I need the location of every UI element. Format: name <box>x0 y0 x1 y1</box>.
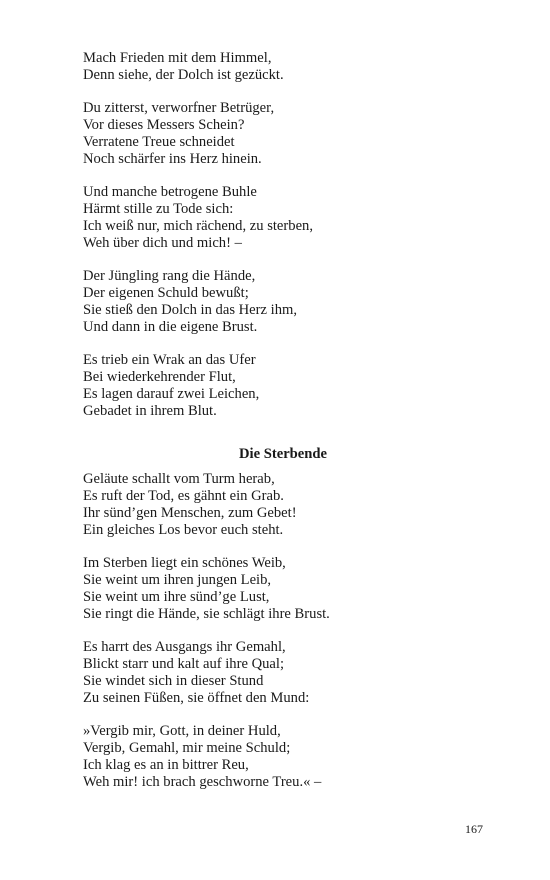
verse-line: Sie weint um ihre sünd’ge Lust, <box>83 588 270 605</box>
verse-line: Verratene Treue schneidet <box>83 133 235 150</box>
verse-line: Ein gleiches Los bevor euch steht. <box>83 521 284 538</box>
stanza <box>83 471 483 538</box>
verse-line: Es trieb ein Wrak an das Ufer <box>83 352 256 369</box>
page-number: 167 <box>465 822 483 836</box>
verse-line: Sie weint um ihren jungen Leib, <box>83 572 272 589</box>
stanza <box>83 184 483 251</box>
verse-line: Ich klag es an in bittrer Reu, <box>83 756 249 773</box>
verse-line: »Vergib mir, Gott, in deiner Huld, <box>83 723 281 740</box>
page-body <box>83 50 483 790</box>
verse-line: Härmt stille zu Tode sich: <box>83 201 234 218</box>
stanza <box>83 723 483 790</box>
stanza <box>83 100 483 167</box>
verse-line: Gebadet in ihrem Blut. <box>83 402 217 419</box>
verse-line: Es ruft der Tod, es gähnt ein Grab. <box>83 488 284 505</box>
verse-line: Ihr sünd’gen Menschen, zum Gebet! <box>83 504 297 521</box>
stanza <box>83 50 483 84</box>
verse-line: Sie stieß den Dolch in das Herz ihm, <box>83 301 297 318</box>
stanza <box>83 639 483 706</box>
verse-line: Noch schärfer ins Herz hinein. <box>83 150 262 167</box>
verse-line: Geläute schallt vom Turm herab, <box>83 471 275 488</box>
stanza <box>83 352 483 419</box>
verse-line: Blickt starr und kalt auf ihre Qual; <box>83 656 285 673</box>
verse-line: Weh mir! ich brach geschworne Treu.« – <box>83 773 322 790</box>
verse-line: Weh über dich und mich! – <box>83 234 242 251</box>
stanza <box>83 555 483 622</box>
verse-line: Ich weiß nur, mich rächend, zu sterben, <box>83 217 313 234</box>
verse-line: Es harrt des Ausgangs ihr Gemahl, <box>83 639 286 656</box>
verse-line: Und manche betrogene Buhle <box>83 184 257 201</box>
poem-title: Die Sterbende <box>239 445 327 462</box>
verse-line: Denn siehe, der Dolch ist gezückt. <box>83 66 284 83</box>
verse-line: Bei wiederkehrender Flut, <box>83 369 236 386</box>
verse-line: Es lagen darauf zwei Leichen, <box>83 385 260 402</box>
stanza <box>83 268 483 335</box>
verse-line: Vor dieses Messers Schein? <box>83 117 245 134</box>
verse-line: Im Sterben liegt ein schönes Weib, <box>83 555 286 572</box>
verse-line: Sie windet sich in dieser Stund <box>83 672 264 689</box>
verse-line: Zu seinen Füßen, sie öffnet den Mund: <box>83 689 310 706</box>
verse-line: Und dann in die eigene Brust. <box>83 318 258 335</box>
verse-line: Der Jüngling rang die Hände, <box>83 268 256 285</box>
verse-line: Vergib, Gemahl, mir meine Schuld; <box>83 740 291 757</box>
verse-line: Sie ringt die Hände, sie schlägt ihre Brust. <box>83 605 330 622</box>
verse-line: Du zitterst, verworfner Betrüger, <box>83 100 275 117</box>
verse-line: Der eigenen Schuld bewußt; <box>83 285 249 302</box>
verse-line: Mach Frieden mit dem Himmel, <box>83 50 272 66</box>
